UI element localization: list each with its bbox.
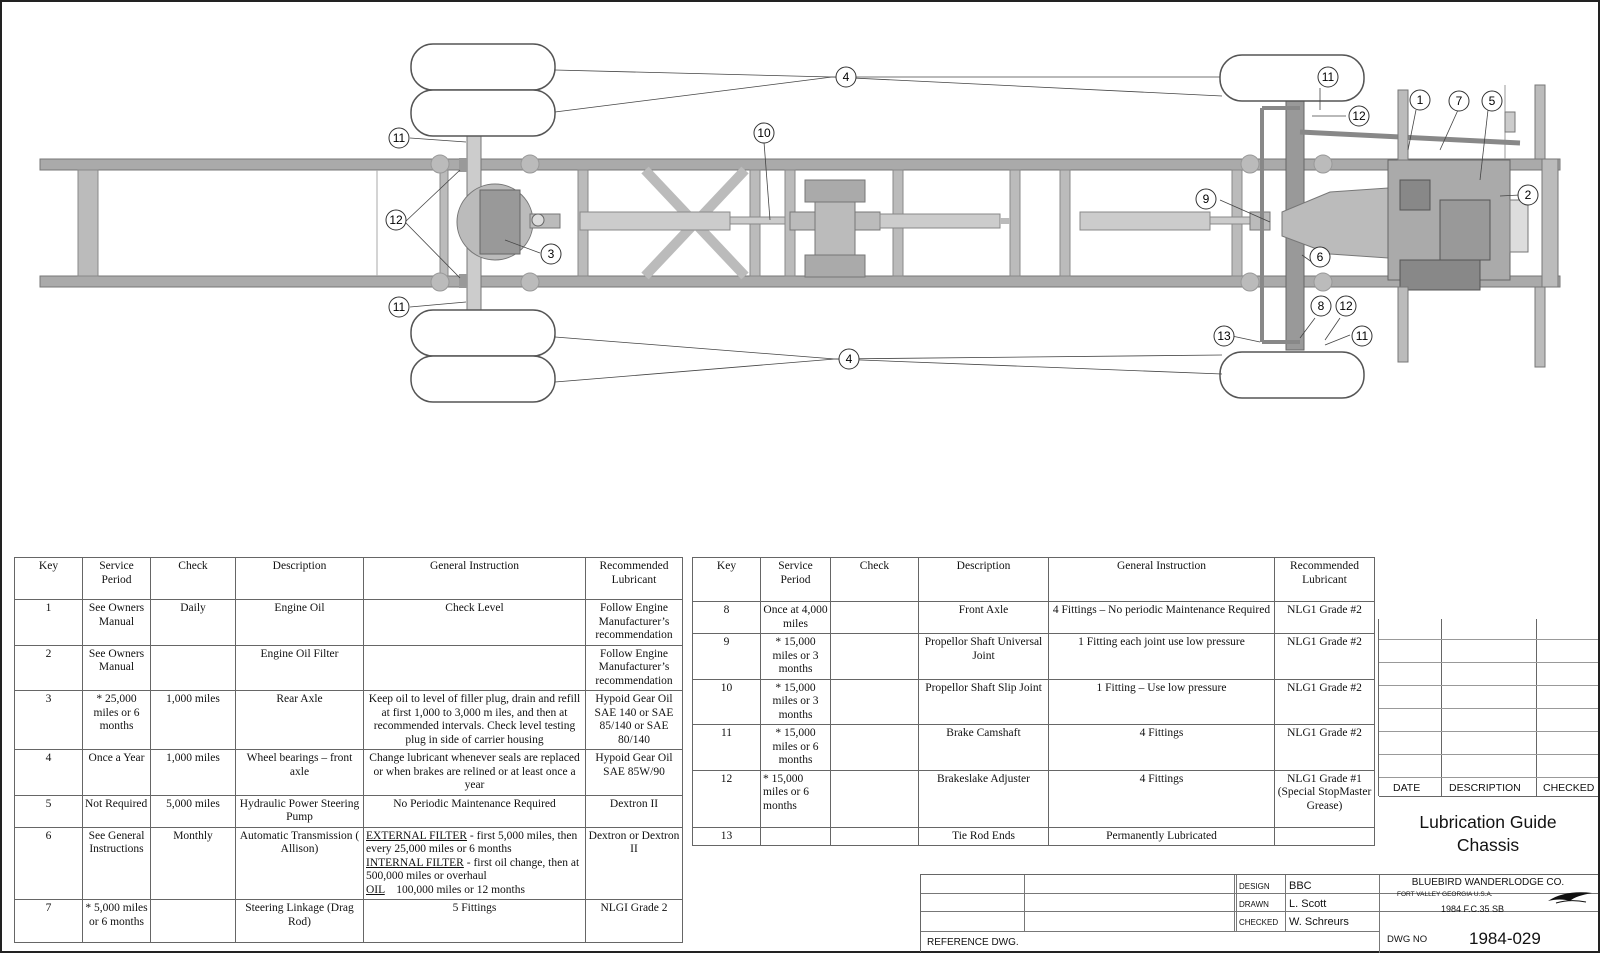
external-filter-text: - first 5,000 miles, then every 25,000 miles or 6 months <box>366 829 578 855</box>
svg-text:1: 1 <box>1416 93 1424 107</box>
instruction-cell <box>364 645 586 691</box>
checked-label: CHECKED <box>1239 918 1279 927</box>
title-block <box>920 874 1598 952</box>
internal-filter-label: INTERNAL FILTER <box>366 856 464 869</box>
lubricant-cell: NLG1 Grade #1 (Special StopMaster Grease) <box>1275 770 1375 827</box>
description-cell: Propellor Shaft Universal Joint <box>919 634 1049 680</box>
callout-12 <box>1349 106 1369 126</box>
key-cell: 9 <box>693 634 761 680</box>
lubricant-cell <box>1275 827 1375 846</box>
checked-value: W. Schreurs <box>1289 916 1349 928</box>
callout-4 <box>836 67 856 87</box>
svg-text:6: 6 <box>1316 250 1324 264</box>
table-row <box>15 827 683 900</box>
check-cell <box>831 634 919 680</box>
lubricant-cell: NLG1 Grade #2 <box>1275 634 1375 680</box>
description-cell: Brake Camshaft <box>919 725 1049 771</box>
lubricant-cell: Dextron II <box>586 795 683 827</box>
lubricant-cell: NLG1 Grade #2 <box>1275 602 1375 634</box>
instruction-cell: Keep oil to level of filler plug, drain and refill at first 1,000 to 3,000 m iles, and then at recommended intervals. Check level testing plug in side of carrier housing <box>364 691 586 750</box>
svg-text:12: 12 <box>389 213 403 227</box>
check-cell: Monthly <box>151 827 236 900</box>
oil-label: OIL <box>366 883 385 896</box>
instruction-cell: 1 Fitting each joint use low pressure <box>1049 634 1275 680</box>
instruction-cell: Change lubricant whenever seals are replaced or when brakes are relined or at least once a year <box>364 750 586 796</box>
key-cell: 11 <box>693 725 761 771</box>
check-cell <box>831 602 919 634</box>
header-general-instruction: General Instruction <box>364 558 586 600</box>
description-cell: Engine Oil <box>236 600 364 646</box>
callout-8 <box>1311 296 1331 316</box>
callout-9 <box>1196 189 1216 209</box>
check-cell <box>151 645 236 691</box>
key-cell: 12 <box>693 770 761 827</box>
description-cell: Steering Linkage (Drag Rod) <box>236 900 364 943</box>
description-cell: Propellor Shaft Slip Joint <box>919 679 1049 725</box>
key-cell: 10 <box>693 679 761 725</box>
period-cell: * 15,000 miles or 6 months <box>761 725 831 771</box>
callout-10 <box>754 123 774 143</box>
callout-7 <box>1449 91 1469 111</box>
callout-4 <box>839 349 859 369</box>
period-cell: * 25,000 miles or 6 months <box>83 691 151 750</box>
lubricant-cell: Dextron or Dextron II <box>586 827 683 900</box>
header-check: Check <box>151 558 236 600</box>
key-cell: 6 <box>15 827 83 900</box>
design-value: BBC <box>1289 880 1312 892</box>
key-cell: 2 <box>15 645 83 691</box>
period-cell: Not Required <box>83 795 151 827</box>
callout-3 <box>541 244 561 264</box>
drawn-value: L. Scott <box>1289 898 1327 910</box>
header-description: Description <box>236 558 364 600</box>
period-cell: * 15,000 miles or 3 months <box>761 634 831 680</box>
period-cell <box>761 827 831 846</box>
table-row <box>15 900 683 943</box>
header-service-period: Service Period <box>761 558 831 602</box>
description-cell: Engine Oil Filter <box>236 645 364 691</box>
revision-checked-header: CHECKED <box>1543 782 1595 794</box>
period-cell: * 15,000 miles or 6 months <box>761 770 831 827</box>
drawing-subtitle: Chassis <box>1456 835 1520 855</box>
lubricant-cell: Follow Engine Manufacturer’s recommendation <box>586 645 683 691</box>
lubricant-cell: Hypoid Gear Oil SAE 85W/90 <box>586 750 683 796</box>
header-check: Check <box>831 558 919 602</box>
key-cell: 1 <box>15 600 83 646</box>
period-cell: See General Instructions <box>83 827 151 900</box>
key-cell: 8 <box>693 602 761 634</box>
check-cell <box>831 679 919 725</box>
check-cell: 5,000 miles <box>151 795 236 827</box>
key-cell: 13 <box>693 827 761 846</box>
svg-text:11: 11 <box>392 131 406 145</box>
dwg-number: 1984-029 <box>1469 929 1541 948</box>
instruction-cell: No Periodic Maintenance Required <box>364 795 586 827</box>
svg-text:12: 12 <box>1352 109 1366 123</box>
instruction-cell <box>364 827 586 900</box>
table-row <box>693 602 1375 634</box>
design-label: DESIGN <box>1239 882 1270 891</box>
table-row <box>693 725 1375 771</box>
table-row <box>15 600 683 646</box>
company-location: FORT VALLEY GEORGIA U.S.A. <box>1397 891 1493 898</box>
svg-text:2: 2 <box>1524 188 1532 202</box>
svg-text:10: 10 <box>757 126 771 140</box>
check-cell: 1,000 miles <box>151 691 236 750</box>
callout-6 <box>1310 247 1330 267</box>
callout-11 <box>1352 326 1372 346</box>
table-row <box>15 750 683 796</box>
callout-11 <box>1318 67 1338 87</box>
svg-text:5: 5 <box>1488 94 1496 108</box>
company-name: BLUEBIRD WANDERLODGE CO. <box>1411 877 1565 888</box>
svg-text:4: 4 <box>845 352 853 366</box>
check-cell <box>831 770 919 827</box>
key-cell: 4 <box>15 750 83 796</box>
svg-text:11: 11 <box>1321 70 1335 84</box>
header-key: Key <box>693 558 761 602</box>
callout-11 <box>389 297 409 317</box>
instruction-cell: 4 Fittings <box>1049 770 1275 827</box>
description-cell: Rear Axle <box>236 691 364 750</box>
reference-dwg-label: REFERENCE DWG. <box>927 937 1019 948</box>
instruction-cell: 4 Fittings – No periodic Maintenance Required <box>1049 602 1275 634</box>
instruction-cell: 5 Fittings <box>364 900 586 943</box>
check-cell: 1,000 miles <box>151 750 236 796</box>
revision-description-header: DESCRIPTION <box>1449 782 1521 794</box>
svg-text:7: 7 <box>1455 94 1463 108</box>
callout-12 <box>386 210 406 230</box>
description-cell: Hydraulic Power Steering Pump <box>236 795 364 827</box>
header-general-instruction: General Instruction <box>1049 558 1275 602</box>
svg-text:8: 8 <box>1317 299 1325 313</box>
svg-text:11: 11 <box>392 300 406 314</box>
description-cell: Front Axle <box>919 602 1049 634</box>
description-cell: Automatic Transmission ( Allison) <box>236 827 364 900</box>
period-cell: Once a Year <box>83 750 151 796</box>
check-cell <box>831 725 919 771</box>
oil-text: 100,000 miles or 12 months <box>384 883 525 896</box>
table-row <box>15 795 683 827</box>
revision-block <box>1378 619 1598 796</box>
lubrication-table-2 <box>692 557 1375 846</box>
svg-text:12: 12 <box>1339 299 1353 313</box>
header-key: Key <box>15 558 83 600</box>
drawn-label: DRAWN <box>1239 900 1269 909</box>
key-cell: 5 <box>15 795 83 827</box>
callout-11 <box>389 128 409 148</box>
period-cell: * 15,000 miles or 3 months <box>761 679 831 725</box>
description-cell: Tie Rod Ends <box>919 827 1049 846</box>
check-cell <box>151 900 236 943</box>
table-row <box>15 645 683 691</box>
model-designation: 1984 F.C.35 SB <box>1441 904 1505 914</box>
instruction-cell: Check Level <box>364 600 586 646</box>
table-row <box>693 770 1375 827</box>
key-cell: 7 <box>15 900 83 943</box>
revision-date-header: DATE <box>1393 782 1421 794</box>
svg-text:13: 13 <box>1217 329 1231 343</box>
lubricant-cell: Follow Engine Manufacturer’s recommendation <box>586 600 683 646</box>
instruction-cell: 4 Fittings <box>1049 725 1275 771</box>
callout-2 <box>1518 185 1538 205</box>
header-service-period: Service Period <box>83 558 151 600</box>
frame-rails <box>40 85 1560 287</box>
header-description: Description <box>919 558 1049 602</box>
table-row <box>15 691 683 750</box>
table-header-row <box>15 558 683 600</box>
description-cell: Wheel bearings – front axle <box>236 750 364 796</box>
period-cell: Once at 4,000 miles <box>761 602 831 634</box>
svg-text:4: 4 <box>842 70 850 84</box>
period-cell: See Owners Manual <box>83 600 151 646</box>
period-cell: * 5,000 miles or 6 months <box>83 900 151 943</box>
header-recommended-lubricant: Recommended Lubricant <box>1275 558 1375 602</box>
callout-5 <box>1482 91 1502 111</box>
lubricant-cell: NLG1 Grade #2 <box>1275 679 1375 725</box>
key-cell: 3 <box>15 691 83 750</box>
header-recommended-lubricant: Recommended Lubricant <box>586 558 683 600</box>
drawing-title: Lubrication Guide <box>1419 812 1557 832</box>
lubrication-table-1 <box>14 557 683 943</box>
instruction-cell: 1 Fitting – Use low pressure <box>1049 679 1275 725</box>
description-cell: Brakeslake Adjuster <box>919 770 1049 827</box>
table-row <box>693 634 1375 680</box>
table-row <box>693 827 1375 846</box>
period-cell: See Owners Manual <box>83 645 151 691</box>
callout-13 <box>1214 326 1234 346</box>
table-row <box>693 679 1375 725</box>
svg-text:3: 3 <box>547 247 555 261</box>
svg-text:9: 9 <box>1202 192 1210 206</box>
lubricant-cell: Hypoid Gear Oil SAE 140 or SAE 85/140 or SAE 80/140 <box>586 691 683 750</box>
callout-12 <box>1336 296 1356 316</box>
bluebird-logo <box>1546 887 1594 907</box>
callout-1 <box>1410 90 1430 110</box>
check-cell <box>831 827 919 846</box>
instruction-cell: Permanently Lubricated <box>1049 827 1275 846</box>
internal-filter-text: - first oil change, then at 500,000 miles or overhaul <box>366 856 580 882</box>
dwg-no-label: DWG NO <box>1387 934 1428 945</box>
external-filter-label: EXTERNAL FILTER <box>366 829 468 842</box>
svg-text:11: 11 <box>1355 329 1369 343</box>
lubricant-cell: NLG1 Grade #2 <box>1275 725 1375 771</box>
check-cell: Daily <box>151 600 236 646</box>
table-header-row <box>693 558 1375 602</box>
lubricant-cell: NLGI Grade 2 <box>586 900 683 943</box>
